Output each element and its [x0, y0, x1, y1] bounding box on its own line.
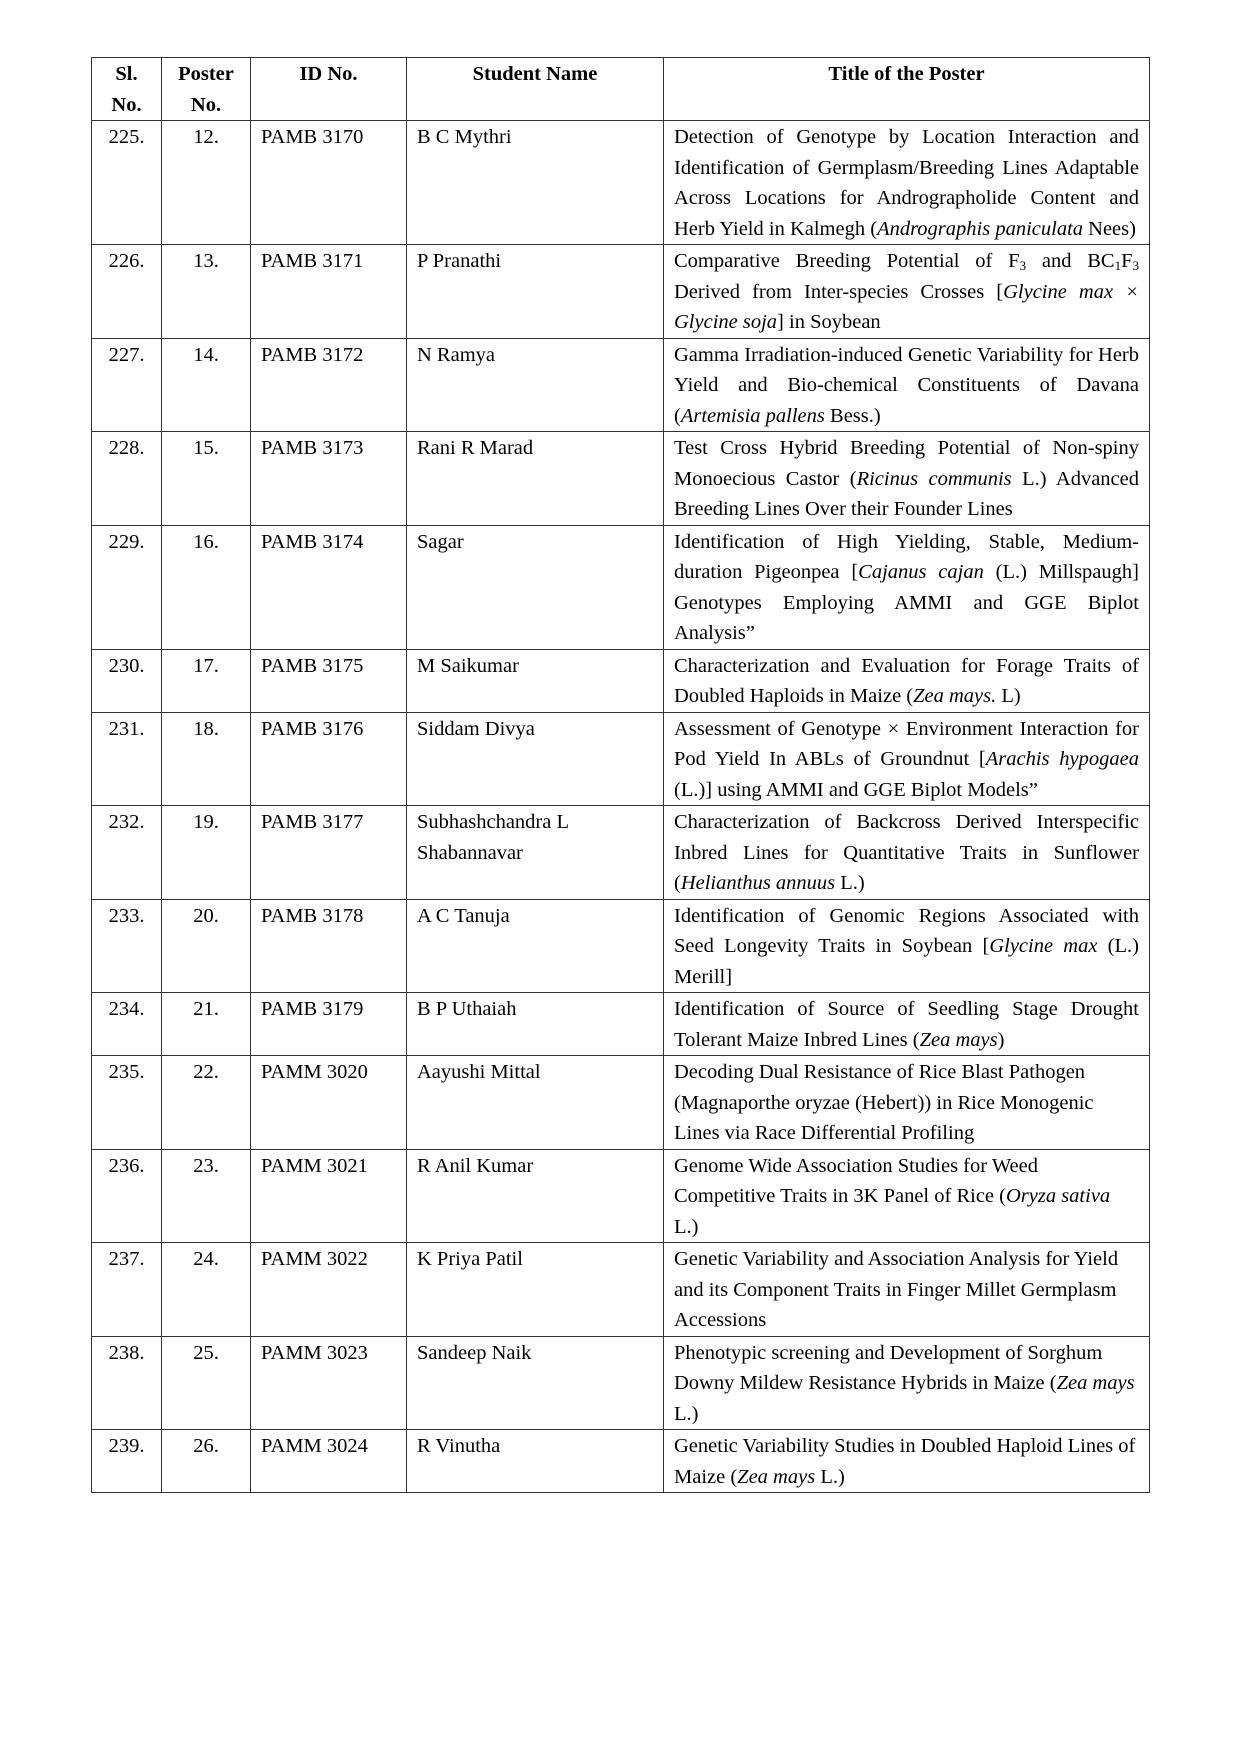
title-text: L.) — [835, 872, 865, 894]
id-no-cell: PAMM 3022 — [251, 1243, 407, 1337]
title-text: Characterization and Evaluation for Forage Traits of Doubled Haploids in Maize ( — [674, 654, 1139, 707]
title-text: L.) — [674, 1215, 699, 1238]
title-text: and BC — [1026, 250, 1115, 272]
table-row — [92, 806, 1150, 900]
table-row — [92, 1056, 1150, 1150]
sl-no-cell: 230. — [92, 649, 162, 712]
title-italic: Glycine max — [989, 935, 1098, 957]
header-sl-no — [92, 58, 162, 121]
id-no-cell: PAMB 3170 — [251, 121, 407, 245]
header-poster-title: Title of the Poster — [664, 58, 1150, 121]
header-poster-line2: No. — [190, 93, 222, 116]
poster-title-cell — [664, 806, 1150, 900]
title-text: ] in Soybean — [777, 311, 881, 333]
title-text: F — [1121, 250, 1133, 272]
sl-no-cell: 233. — [92, 899, 162, 993]
id-no-cell: PAMB 3175 — [251, 649, 407, 712]
title-text: Derived from Inter-species Crosses [ — [674, 280, 1004, 303]
poster-no-cell: 17. — [162, 649, 251, 712]
title-subscript: 3 — [1019, 258, 1027, 273]
title-text: Identification of High Yielding, Stable, Medium-duration Pigeonpea [ — [674, 530, 1139, 583]
id-no-cell: PAMB 3173 — [251, 432, 407, 526]
sl-no-cell: 238. — [92, 1336, 162, 1430]
poster-title-cell — [664, 121, 1150, 245]
title-text: Decoding Dual Resistance of Rice Blast Pathogen (Magnaporthe oryzae (Hebert)) in Rice Monogenic Lines via Race Differential Profiling — [674, 1061, 1094, 1144]
title-italic: Glycine max × Glycine soja — [674, 280, 1139, 333]
title-italic: Arachis hypogaea — [985, 748, 1139, 770]
title-italic: Artemisia pallens — [680, 404, 825, 427]
poster-no-cell: 21. — [162, 993, 251, 1056]
title-text: Bess.) — [824, 404, 881, 427]
id-no-cell: PAMB 3178 — [251, 899, 407, 993]
table-row — [92, 1430, 1150, 1493]
poster-no-cell: 15. — [162, 432, 251, 526]
id-no-cell: PAMM 3023 — [251, 1336, 407, 1430]
title-italic: Ricinus communis — [856, 467, 1012, 490]
poster-no-cell: 20. — [162, 899, 251, 993]
sl-no-cell: 229. — [92, 525, 162, 649]
poster-title-cell — [664, 993, 1150, 1056]
title-text: L) — [996, 685, 1021, 707]
student-name-cell: K Priya Patil — [407, 1243, 664, 1337]
sl-no-cell: 237. — [92, 1243, 162, 1337]
student-name-cell: Sagar — [407, 525, 664, 649]
title-text: Assessment of Genotype × Environment Interaction for Pod Yield In ABLs of Groundnut [ — [674, 717, 1139, 770]
poster-no-cell: 12. — [162, 121, 251, 245]
title-text: Nees) — [1083, 217, 1136, 240]
title-text: Comparative Breeding Potential of F — [674, 250, 1020, 272]
poster-no-cell: 26. — [162, 1430, 251, 1493]
poster-no-cell: 23. — [162, 1149, 251, 1243]
title-text: (L.)] using AMMI and GGE Biplot Models” — [674, 778, 1038, 801]
title-text: ) — [997, 1028, 1005, 1051]
poster-no-cell: 13. — [162, 245, 251, 339]
table-row — [92, 525, 1150, 649]
title-text: Detection of Genotype by Location Interaction and Identification of Germplasm/Breeding Lines Adaptable Across Locations for Andrographolide Content and Herb Yield in Kalmegh ( — [674, 126, 1139, 240]
title-text: Genetic Variability Studies in Doubled Haploid Lines of Maize ( — [674, 1435, 1136, 1488]
student-name-cell: Sandeep Naik — [407, 1336, 664, 1430]
student-name-cell: R Vinutha — [407, 1430, 664, 1493]
sl-no-cell: 226. — [92, 245, 162, 339]
id-no-cell: PAMB 3172 — [251, 338, 407, 432]
title-text: Identification of Source of Seedling Stage Drought Tolerant Maize Inbred Lines ( — [674, 998, 1139, 1051]
student-name-cell: R Anil Kumar — [407, 1149, 664, 1243]
header-sl-line2: No. — [111, 93, 142, 116]
poster-title-cell — [664, 1149, 1150, 1243]
table-row — [92, 245, 1150, 339]
student-name-cell: A C Tanuja — [407, 899, 664, 993]
table-row — [92, 1243, 1150, 1337]
poster-title-cell — [664, 432, 1150, 526]
sl-no-cell: 236. — [92, 1149, 162, 1243]
table-body — [92, 121, 1150, 1493]
table-row — [92, 712, 1150, 806]
poster-no-cell: 18. — [162, 712, 251, 806]
header-sl-line1: Sl. — [115, 63, 138, 85]
title-text: (L.) Millspaugh] Genotypes Employing AMMI and GGE Biplot Analysis” — [674, 561, 1139, 644]
title-text: L.) Advanced Breeding Lines Over their Founder Lines — [674, 467, 1140, 520]
id-no-cell: PAMM 3021 — [251, 1149, 407, 1243]
student-name-cell: Subhashchandra L Shabannavar — [407, 806, 664, 900]
student-name-cell: P Pranathi — [407, 245, 664, 339]
table-row — [92, 338, 1150, 432]
poster-no-cell: 16. — [162, 525, 251, 649]
title-text: Gamma Irradiation-induced Genetic Variability for Herb Yield and Bio-chemical Constituents of Davana ( — [674, 343, 1139, 427]
table-row — [92, 1149, 1150, 1243]
table-row — [92, 121, 1150, 245]
title-text: L.) — [815, 1465, 845, 1488]
sl-no-cell: 231. — [92, 712, 162, 806]
sl-no-cell: 232. — [92, 806, 162, 900]
header-id-no: ID No. — [251, 58, 407, 121]
poster-no-cell: 14. — [162, 338, 251, 432]
id-no-cell: PAMB 3171 — [251, 245, 407, 339]
sl-no-cell: 234. — [92, 993, 162, 1056]
title-text: Phenotypic screening and Development of Sorghum Downy Mildew Resistance Hybrids in Maize ( — [674, 1341, 1103, 1394]
title-italic: Zea mays — [919, 1028, 998, 1051]
poster-no-cell: 25. — [162, 1336, 251, 1430]
student-name-cell: B C Mythri — [407, 121, 664, 245]
table-row — [92, 899, 1150, 993]
poster-table — [91, 57, 1150, 1493]
poster-title-cell — [664, 712, 1150, 806]
table-row — [92, 432, 1150, 526]
title-italic: Oryza sativa — [1005, 1185, 1111, 1207]
student-name-cell: Aayushi Mittal — [407, 1056, 664, 1150]
sl-no-cell: 225. — [92, 121, 162, 245]
student-name-cell: B P Uthaiah — [407, 993, 664, 1056]
title-italic: Zea mays. — [913, 685, 997, 707]
poster-title-cell — [664, 525, 1150, 649]
poster-title-cell — [664, 1056, 1150, 1150]
title-text: Genetic Variability and Association Analysis for Yield and its Component Traits in Finger Millet Germplasm Accessions — [674, 1248, 1119, 1331]
id-no-cell: PAMB 3177 — [251, 806, 407, 900]
student-name-cell: N Ramya — [407, 338, 664, 432]
title-subscript: 3 — [1132, 258, 1139, 273]
header-poster-line1: Poster — [178, 63, 234, 85]
poster-no-cell: 24. — [162, 1243, 251, 1337]
title-subscript: 1 — [1114, 258, 1122, 273]
poster-title-cell — [664, 338, 1150, 432]
poster-title-cell — [664, 245, 1150, 339]
title-text: Test Cross Hybrid Breeding Potential of Non-spiny Monoecious Castor ( — [674, 437, 1139, 490]
poster-title-cell — [664, 1243, 1150, 1337]
header-poster-no — [162, 58, 251, 121]
title-italic: Helianthus annuus — [680, 872, 836, 894]
title-text: Characterization of Backcross Derived Interspecific Inbred Lines for Quantitative Traits in Sunflower ( — [674, 811, 1139, 894]
poster-title-cell — [664, 899, 1150, 993]
id-no-cell: PAMB 3179 — [251, 993, 407, 1056]
poster-no-cell: 19. — [162, 806, 251, 900]
title-text: Genome Wide Association Studies for Weed Competitive Traits in 3K Panel of Rice ( — [674, 1154, 1038, 1207]
student-name-cell: M Saikumar — [407, 649, 664, 712]
id-no-cell: PAMM 3024 — [251, 1430, 407, 1493]
table-row — [92, 649, 1150, 712]
id-no-cell: PAMB 3176 — [251, 712, 407, 806]
id-no-cell: PAMM 3020 — [251, 1056, 407, 1150]
sl-no-cell: 239. — [92, 1430, 162, 1493]
title-text: (L.) Merill] — [674, 935, 1139, 988]
title-text: L.) — [674, 1402, 699, 1425]
title-italic: Zea mays — [1056, 1372, 1135, 1394]
title-italic: Cajanus cajan — [858, 561, 984, 583]
title-italic: Zea mays — [737, 1465, 816, 1488]
student-name-cell: Rani R Marad — [407, 432, 664, 526]
table-row — [92, 993, 1150, 1056]
poster-title-cell — [664, 1336, 1150, 1430]
header-student-name: Student Name — [407, 58, 664, 121]
title-italic: Andrographis paniculata — [877, 217, 1084, 240]
sl-no-cell: 228. — [92, 432, 162, 526]
id-no-cell: PAMB 3174 — [251, 525, 407, 649]
sl-no-cell: 227. — [92, 338, 162, 432]
student-name-cell: Siddam Divya — [407, 712, 664, 806]
sl-no-cell: 235. — [92, 1056, 162, 1150]
poster-title-cell — [664, 649, 1150, 712]
table-row — [92, 1336, 1150, 1430]
poster-no-cell: 22. — [162, 1056, 251, 1150]
title-text: Identification of Genomic Regions Associated with Seed Longevity Traits in Soybean [ — [674, 904, 1139, 957]
header-row — [92, 58, 1150, 121]
table-header — [92, 58, 1150, 121]
poster-title-cell — [664, 1430, 1150, 1493]
